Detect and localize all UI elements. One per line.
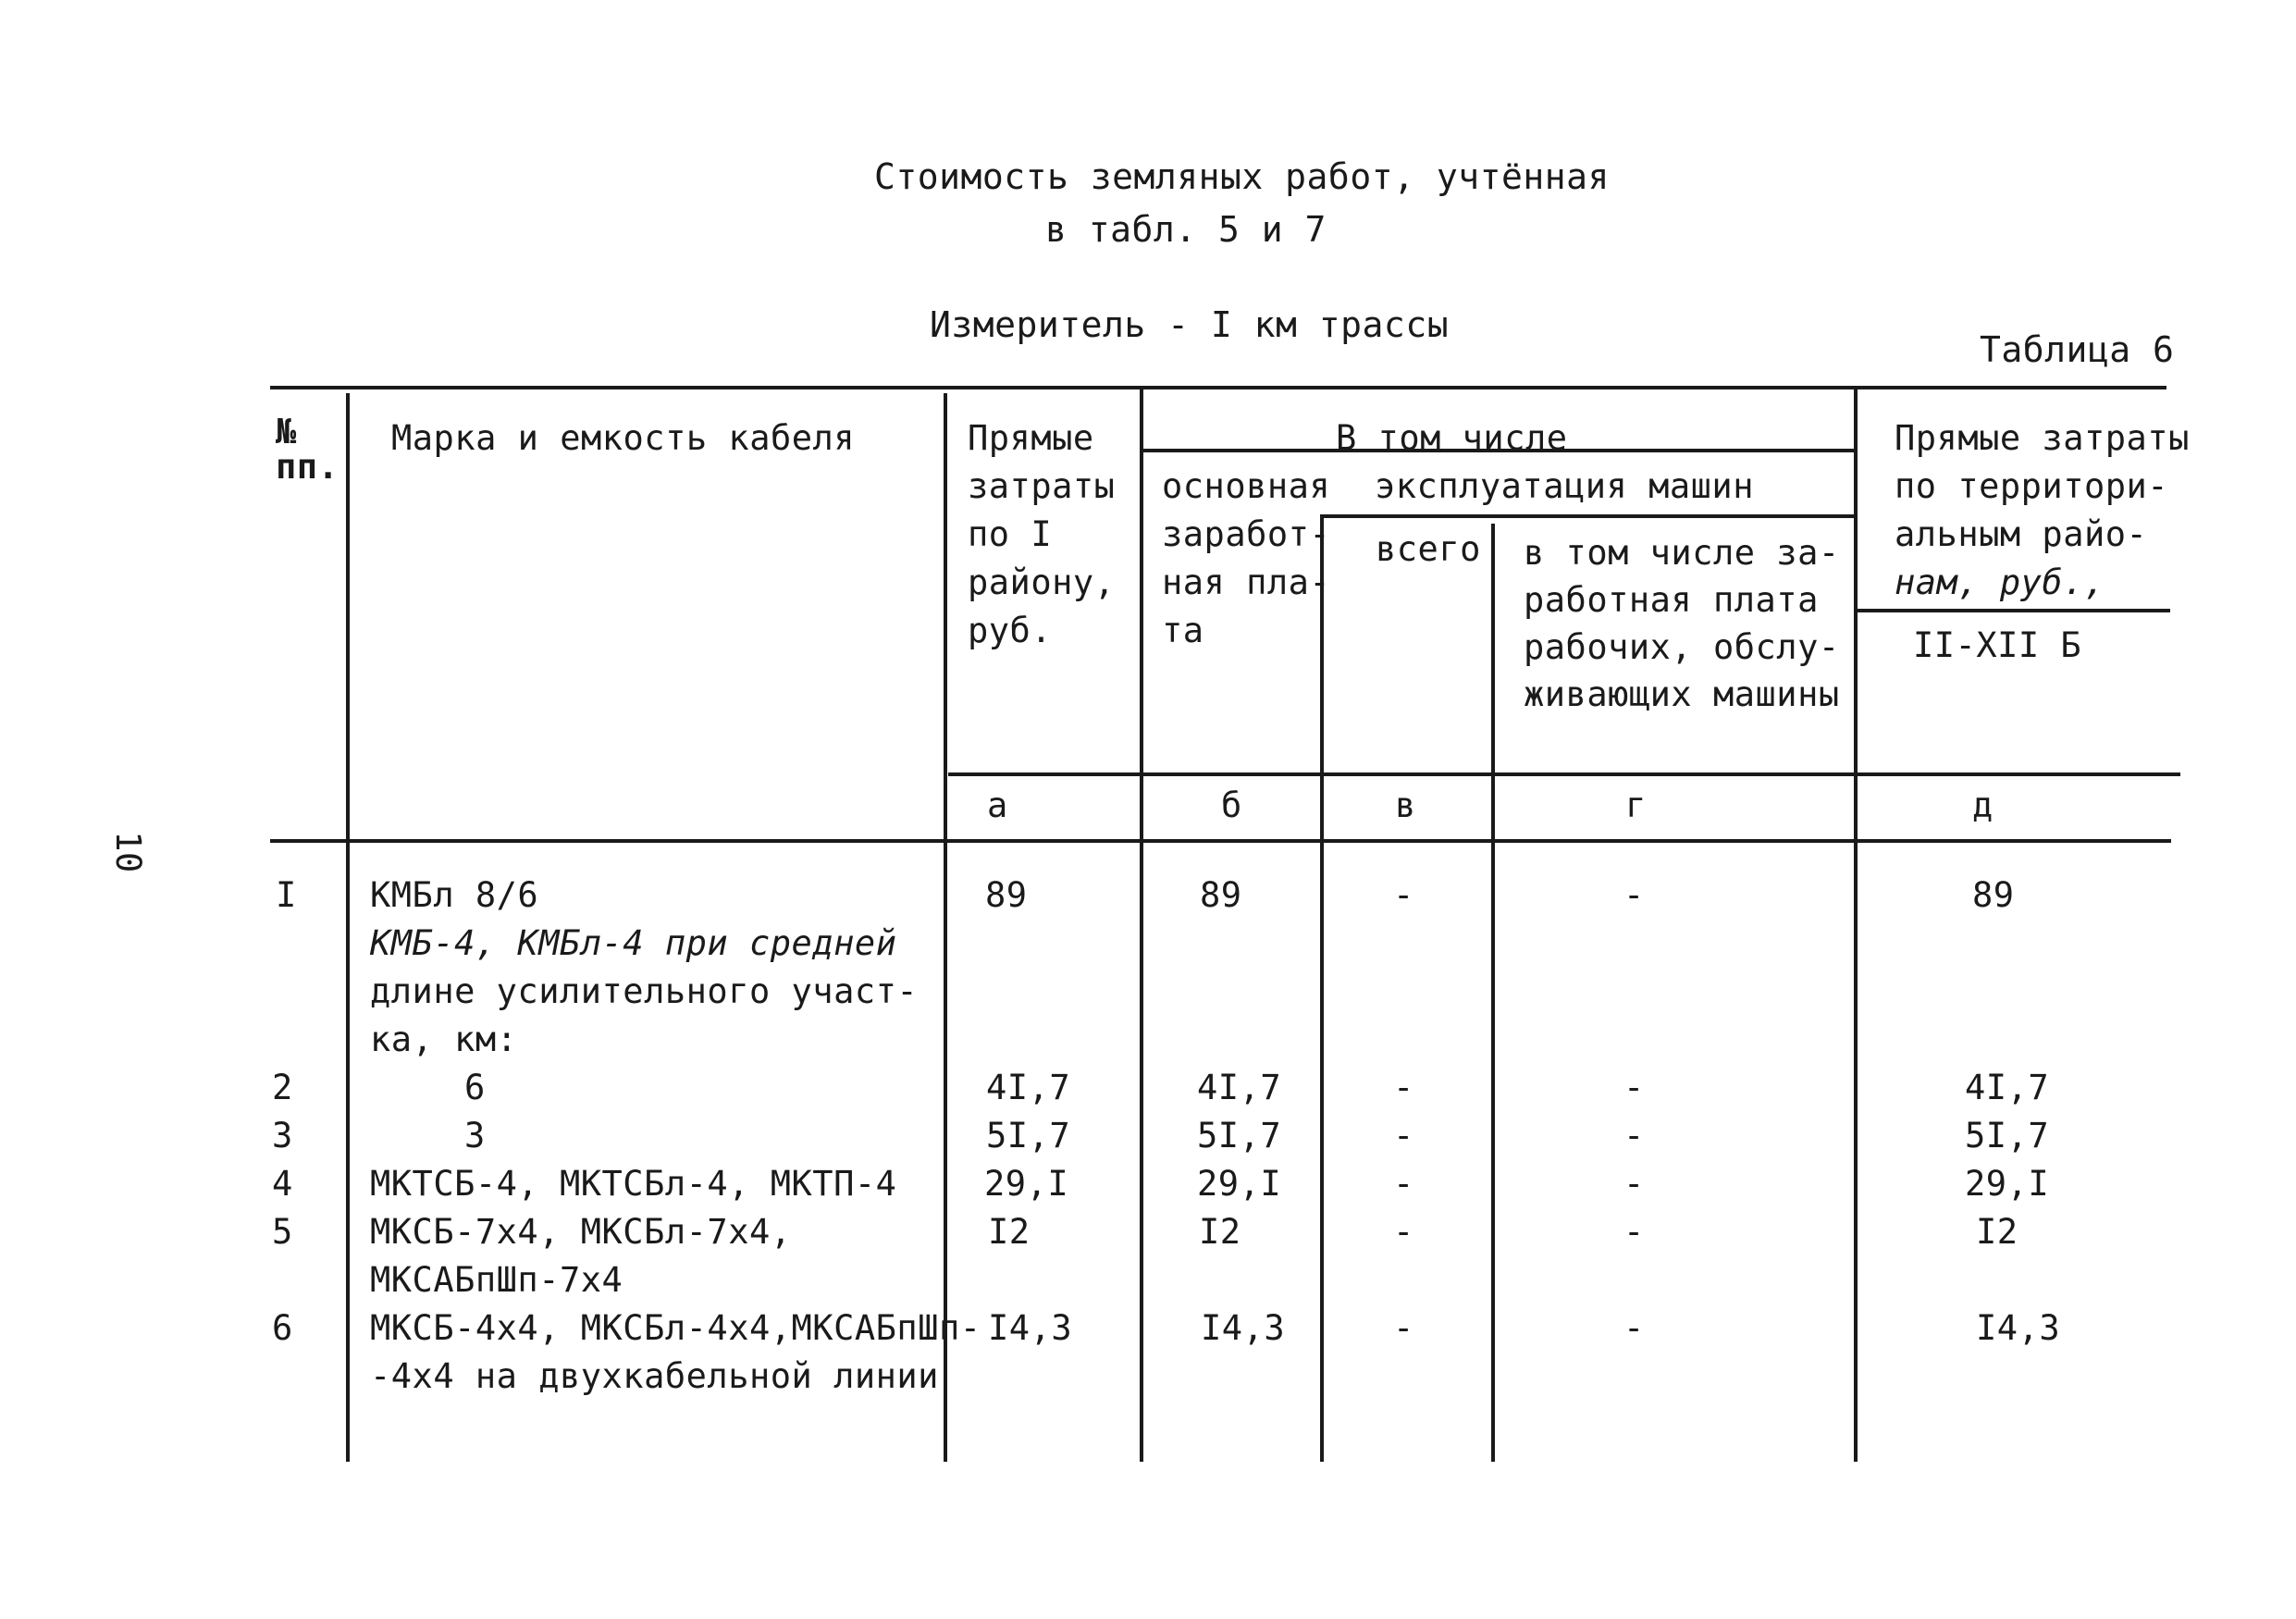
col-letter-g: г [1625,785,1647,825]
header-direct-territorial: Прямые затраты по территори- альным райо- нам, руб., [1895,418,2190,602]
cell-d: I4,3 [1976,1308,2061,1348]
cell-d: I2 [1976,1212,2018,1252]
cell-d: 5I,7 [1965,1116,2050,1156]
cell-a: I2 [988,1212,1031,1252]
cell-g: - [1623,1212,1645,1252]
col-letter-a: а [987,785,1008,825]
cell-v: - [1393,1116,1414,1156]
cell-a: 89 [985,875,1028,915]
row-name: МКТСБ-4, МКТСБл-4, МКТП-4 [370,1164,897,1204]
cell-b: 29,I [1197,1164,1282,1204]
row-name: КМБл 8/6 КМБ-4, КМБл-4 при средней длине усилительного участ- ка, км: [370,875,919,1059]
cell-b: 5I,7 [1197,1116,1282,1156]
cell-a: 29,I [984,1164,1069,1204]
cell-d: 29,I [1965,1164,2050,1204]
header-brand: Марка и емкость кабеля [391,418,856,458]
header-direct-region1: Прямые затраты по I району, руб. [968,418,1116,650]
measure-unit: Измеритель - I км трассы [930,304,1450,345]
cell-a: 4I,7 [986,1068,1071,1107]
table-label: Таблица 6 [1980,329,2175,370]
header-base-salary: основная заработ- ная пла- та [1162,466,1331,650]
row-name: 6 [464,1068,486,1107]
header-region-code: II-XII Б [1913,625,2082,665]
cell-b: I2 [1199,1212,1241,1252]
cell-v: - [1393,1308,1414,1348]
row-name: МКСБ-4x4, МКСБл-4x4,МКСАБпШп- -4x4 на двухкабельной линии [370,1308,981,1396]
cell-b: 89 [1200,875,1242,915]
header-num: № пп. [276,412,339,487]
header-incl: В том числе [1336,418,1568,458]
page-number: 10 [107,831,148,873]
row-num: 3 [272,1116,293,1156]
col-letter-b: б [1221,785,1242,825]
cell-v: - [1393,1068,1414,1107]
cell-b: I4,3 [1201,1308,1286,1348]
header-incl-salary: в том числе за- работная плата рабочих, обслу- живающих машины [1524,533,1840,714]
cell-g: - [1623,1164,1645,1204]
row-name: МКСБ-7x4, МКСБл-7x4, МКСАБпШп-7x4 [370,1212,792,1300]
cell-g: - [1623,1308,1645,1348]
cell-g: - [1623,875,1645,915]
row-num: 5 [272,1212,293,1252]
cell-v: - [1393,1212,1414,1252]
row-num: 4 [272,1164,293,1204]
cell-g: - [1623,1116,1645,1156]
row-name: 3 [464,1116,486,1156]
cell-v: - [1393,875,1414,915]
row-num: 6 [272,1308,293,1348]
title-line-1: Стоимость земляных работ, учтённая [874,156,1610,197]
cell-a: I4,3 [988,1308,1073,1348]
row-num: I [276,875,297,915]
header-total: всего [1376,529,1481,569]
cell-g: - [1623,1068,1645,1107]
col-letter-v: в [1395,785,1416,825]
header-machine-op: эксплуатация машин [1375,466,1754,506]
cell-a: 5I,7 [986,1116,1071,1156]
cell-b: 4I,7 [1197,1068,1282,1107]
cell-v: - [1393,1164,1414,1204]
col-letter-d: д [1972,785,1994,825]
title-line-2: в табл. 5 и 7 [1045,209,1327,250]
cell-d: 89 [1972,875,2015,915]
cell-d: 4I,7 [1965,1068,2050,1107]
row-num: 2 [272,1068,293,1107]
